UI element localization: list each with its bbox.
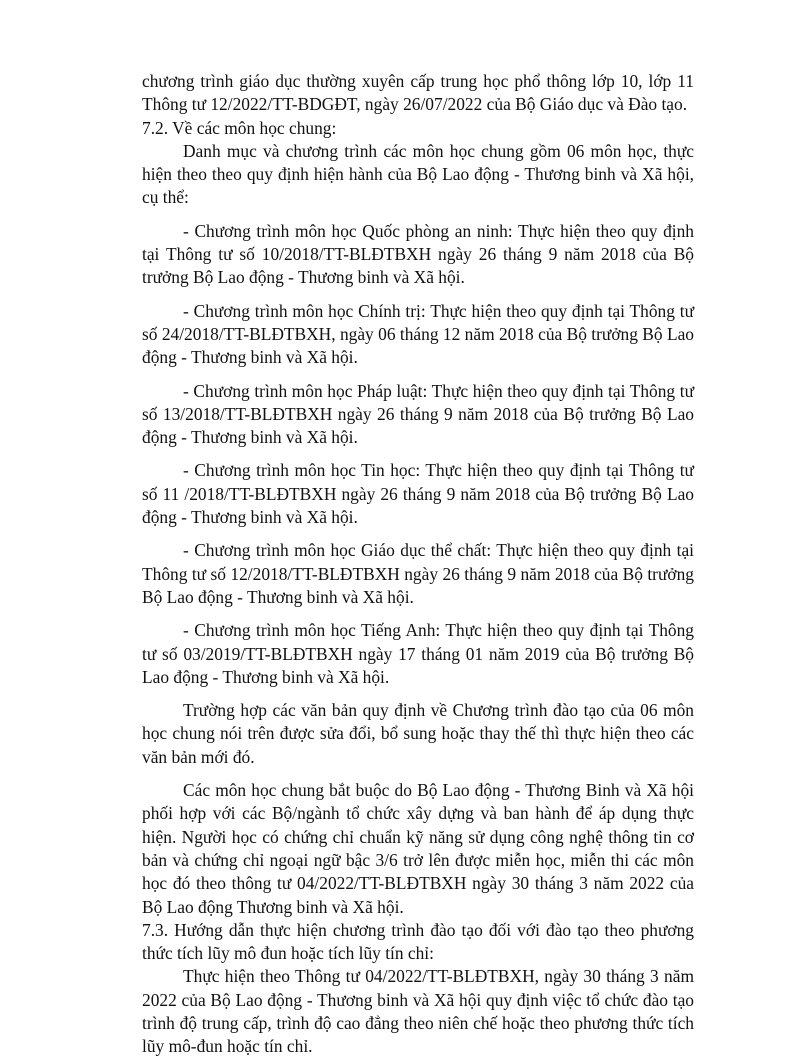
list-item: - Chương trình môn học Quốc phòng an ninh: Thực hiện theo quy định tại Thông tư số 10/2018/TT-BLĐTBXH ngày 26 tháng 9 năm 2018 của Bộ trưởng Bộ Lao động - Thương binh và Xã hội. xyxy=(142,220,694,288)
document-body xyxy=(142,70,694,1059)
paragraph: Trường hợp các văn bản quy định về Chương trình đào tạo của 06 môn học chung nói trên được sửa đổi, bổ sung hoặc thay thế thì thực hiện theo các văn bản mới đó. xyxy=(142,700,694,767)
paragraph: chương trình giáo dục thường xuyên cấp trung học phổ thông lớp 10, lớp 11 Thông tư 12/2022/TT-BDGĐT, ngày 26/07/2022 của Bộ Giáo dục và Đào tạo. xyxy=(142,71,694,115)
section-heading: 7.2. Về các môn học chung: xyxy=(142,117,337,138)
section-heading: 7.3. Hướng dẫn thực hiện chương trình đào tạo đối với đào tạo theo phương thức tích lũy mô đun hoặc tích lũy tín chỉ: xyxy=(142,919,694,964)
list-item: - Chương trình môn học Giáo dục thể chất: Thực hiện theo quy định tại Thông tư số 12/2018/TT-BLĐTBXH ngày 26 tháng 9 năm 2018 của Bộ trưởng Bộ Lao động - Thương binh và Xã hội. xyxy=(142,540,694,607)
list-item: - Chương trình môn học Tiếng Anh: Thực hiện theo quy định tại Thông tư số 03/2019/TT-BLĐTBXH ngày 17 tháng 01 năm 2019 của Bộ trưởng Bộ Lao động - Thương binh và Xã hội. xyxy=(142,620,694,687)
list-item: - Chương trình môn học Pháp luật: Thực hiện theo quy định tại Thông tư số 13/2018/TT-BLĐTBXH ngày 26 tháng 9 năm 2018 của Bộ trưởng Bộ Lao động - Thương binh và Xã hội. xyxy=(142,380,694,448)
list-item: - Chương trình môn học Chính trị: Thực hiện theo quy định tại Thông tư số 24/2018/TT-BLĐTBXH, ngày 06 tháng 12 năm 2018 của Bộ trưởng Bộ Lao động - Thương binh và Xã hội. xyxy=(142,300,694,368)
paragraph: Các môn học chung bắt buộc do Bộ Lao động - Thương Binh và Xã hội phối hợp với các Bộ/ngành tổ chức xây dựng và ban hành để áp dụng thực hiện. Người học có chứng chỉ chuẩn kỹ năng sử dụng công nghệ thông tin cơ bản và chứng chỉ ngoại ngữ bậc 3/6 trở lên được miễn học, miễn thi các môn học đó theo thông tư 04/2022/TT-BLĐTBXH ngày 30 tháng 3 năm 2022 của Bộ Lao động Thương binh và Xã hội. xyxy=(142,780,694,917)
list-item: - Chương trình môn học Tin học: Thực hiện theo quy định tại Thông tư số 11 /2018/TT-BLĐTBXH ngày 26 tháng 9 năm 2018 của Bộ trưởng Bộ Lao động - Thương binh và Xã hội. xyxy=(142,460,694,528)
paragraph: Danh mục và chương trình các môn học chung gồm 06 môn học, thực hiện theo theo quy định hiện hành của Bộ Lao động - Thương binh và Xã hội, cụ thể: xyxy=(142,140,694,208)
paragraph: Thực hiện theo Thông tư 04/2022/TT-BLĐTBXH, ngày 30 tháng 3 năm 2022 của Bộ Lao động - Thương binh và Xã hội quy định việc tổ chức đào tạo trình độ trung cấp, trình độ cao đẳng theo niên chế hoặc theo phương thức tích lũy mô-đun hoặc tín chỉ. xyxy=(142,966,694,1057)
